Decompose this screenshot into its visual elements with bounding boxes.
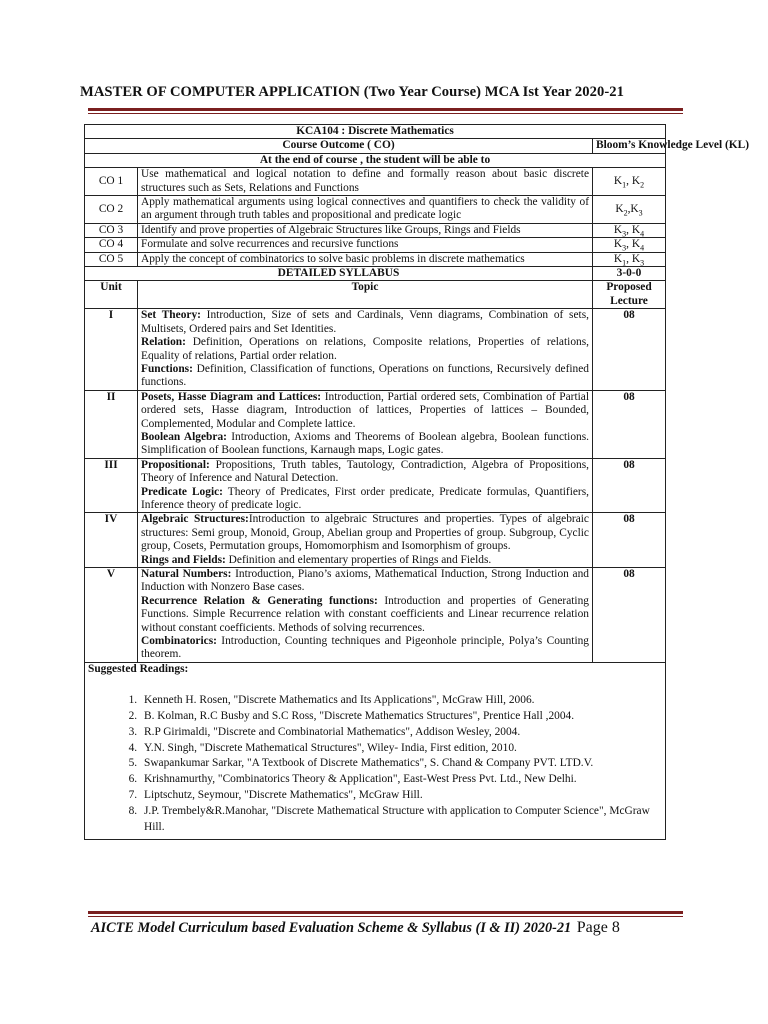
column-unit: Unit xyxy=(85,281,138,309)
unit-topics xyxy=(138,309,593,390)
topic-text: Introduction to algebraic Structures and properties. Types of algebraic structures: Semi group, Monoid, Group, Abelian group and Properties of group. Subgroup, Cyclic group, Cosets, Permutation groups, Homomorphism and Isomorphism of groups. xyxy=(141,513,589,553)
co-row xyxy=(85,252,666,266)
topic-block xyxy=(141,595,589,635)
topic-heading: Recurrence Relation & Generating functions: xyxy=(141,594,378,607)
topic-heading: Natural Numbers: xyxy=(141,568,232,580)
topic-heading: Rings and Fields: xyxy=(141,553,226,566)
topic-heading: Algebraic Structures: xyxy=(141,513,249,526)
reading-item: 6. Krishnamurthy, "Combinatorics Theory & Application", East-West Press Pvt. Ltd., New Delhi. xyxy=(140,772,662,788)
topic-heading: Relation: xyxy=(141,336,186,349)
co-knowledge-level: $K_3$, $K_4$ xyxy=(593,238,666,252)
topic-text: Theory of Predicates, First order predicate, Predicate formulas, Quantifiers, Inference theory of predicate logic. xyxy=(141,485,589,511)
topic-heading: Predicate Logic: xyxy=(141,485,223,498)
topic-block xyxy=(141,431,589,458)
unit-lectures: 08 xyxy=(593,568,666,663)
course-code-title: KCA104 : Discrete Mathematics xyxy=(85,125,666,139)
co-row xyxy=(85,238,666,252)
syllabus-table-body xyxy=(85,125,750,840)
co-id: CO 5 xyxy=(85,252,138,266)
reading-item: 5. Swapankumar Sarkar, "A Textbook of Discrete Mathematics", S. Chand & Company PVT. LTD.V. xyxy=(140,756,662,772)
topic-block xyxy=(141,336,589,363)
detailed-syllabus-title: DETAILED SYLLABUS xyxy=(85,267,593,281)
unit-topics xyxy=(138,390,593,458)
topic-text: Introduction, Size of sets and Cardinals, Venn diagrams, Combination of sets, Multisets, Ordered pairs and Set Identities. xyxy=(141,309,589,335)
unit-lectures: 08 xyxy=(593,390,666,458)
ltp-value: 3-0-0 xyxy=(593,267,666,281)
column-topic: Topic xyxy=(138,281,593,309)
reading-item: 1. Kenneth H. Rosen, "Discrete Mathematics and Its Applications", McGraw Hill, 2006. xyxy=(140,693,662,709)
topic-block xyxy=(141,309,589,336)
readings-title: Suggested Readings: xyxy=(88,662,189,675)
co-id: CO 2 xyxy=(85,196,138,224)
co-description: Use mathematical and logical notation to define and formally reason about basic discrete structures such as Sets, Relations and Functions xyxy=(138,168,593,196)
page-number: Page 8 xyxy=(576,919,620,936)
co-row xyxy=(85,168,666,196)
topic-heading: Posets, Hasse Diagram and Lattices: xyxy=(141,390,322,403)
topic-heading: Boolean Algebra: xyxy=(141,430,227,443)
reading-item: 2. B. Kolman, R.C Busby and S.C Ross, "Discrete Mathematics Structures", Prentice Hall ,2004. xyxy=(140,709,662,725)
unit-lectures: 08 xyxy=(593,513,666,568)
topic-text: Propositions, Truth tables, Tautology, Contradiction, Algebra of Propositions, Theory of Inference and Natural Detection. xyxy=(141,458,589,485)
topic-text: Definition and elementary properties of Rings and Fields. xyxy=(225,553,492,566)
co-description: Formulate and solve recurrences and recursive functions xyxy=(138,238,593,252)
co-knowledge-level: $K_3$, $K_4$ xyxy=(593,223,666,237)
topic-block xyxy=(141,635,589,662)
co-knowledge-level: $K_1$, $K_3$ xyxy=(593,252,666,266)
document-header-title: MASTER OF COMPUTER APPLICATION (Two Year Course) MCA Ist Year 2020-21 xyxy=(80,84,624,100)
topic-heading: Set Theory: xyxy=(141,309,201,322)
reading-item: 7. Liptschutz, Seymour, "Discrete Mathematics", McGraw Hill. xyxy=(140,788,662,804)
unit-row xyxy=(85,390,666,458)
topic-text: Introduction, Axioms and Theorems of Boolean algebra, Boolean functions. Simplification of Boolean functions, Karnaugh maps, Logic gates. xyxy=(141,430,589,457)
footer xyxy=(91,919,620,937)
syllabus-column-header-row xyxy=(85,281,666,309)
unit-lectures: 08 xyxy=(593,309,666,390)
co-id: CO 1 xyxy=(85,168,138,196)
header-rule-thick xyxy=(88,108,683,111)
unit-row xyxy=(85,568,666,663)
co-intro: At the end of course , the student will be able to xyxy=(85,153,666,167)
unit-number: I xyxy=(85,309,138,390)
readings-row xyxy=(85,662,666,840)
topic-block xyxy=(141,486,589,513)
unit-topics xyxy=(138,513,593,568)
unit-row xyxy=(85,309,666,390)
unit-topics xyxy=(138,568,593,663)
readings-list xyxy=(88,693,662,835)
co-description: Apply the concept of combinatorics to solve basic problems in discrete mathematics xyxy=(138,252,593,266)
topic-block xyxy=(141,459,589,486)
co-description: Identify and prove properties of Algebraic Structures like Groups, Rings and Fields xyxy=(138,223,593,237)
unit-topics xyxy=(138,458,593,513)
unit-number: V xyxy=(85,568,138,663)
footer-rule-thick xyxy=(88,911,683,914)
unit-row xyxy=(85,513,666,568)
unit-number: III xyxy=(85,458,138,513)
co-description: Apply mathematical arguments using logical connectives and quantifiers to check the validity of an argument through truth tables and propositional and predicate logic xyxy=(138,196,593,224)
co-header-row xyxy=(85,139,666,153)
footer-rule-thin xyxy=(88,916,683,917)
topic-block xyxy=(141,363,589,390)
topic-heading: Functions: xyxy=(141,362,193,375)
reading-item: 4. Y.N. Singh, "Discrete Mathematical Structures", Wiley- India, First edition, 2010. xyxy=(140,741,662,757)
footer-title: AICTE Model Curriculum based Evaluation Scheme & Syllabus (I & II) 2020-21 xyxy=(91,920,572,936)
topic-text: Definition, Operations on relations, Composite relations, Properties of relations, Equality of relations, Partial order relation. xyxy=(141,336,589,362)
course-title-row xyxy=(85,125,666,139)
co-knowledge-level: $K_1$, $K_2$ xyxy=(593,168,666,196)
kl-header: Bloom’s Knowledge Level (KL) xyxy=(593,139,666,153)
suggested-readings xyxy=(85,662,666,840)
header-rule-thin xyxy=(88,113,683,114)
unit-number: II xyxy=(85,390,138,458)
topic-heading: Combinatorics: xyxy=(141,635,217,648)
topic-text: Definition, Classification of functions, Operations on functions, Recursively defined functions. xyxy=(141,362,589,389)
co-id: CO 3 xyxy=(85,223,138,237)
co-row xyxy=(85,223,666,237)
unit-number: IV xyxy=(85,513,138,568)
reading-item: 3. R.P Girimaldi, "Discrete and Combinatorial Mathematics", Addison Wesley, 2004. xyxy=(140,725,662,741)
reading-item: 8. J.P. Trembely&R.Manohar, "Discrete Mathematical Structure with application to Computer Science", McGraw Hill. xyxy=(140,804,662,836)
topic-block xyxy=(141,513,589,553)
column-proposed-lecture: Proposed Lecture xyxy=(593,281,666,309)
co-header: Course Outcome ( CO) xyxy=(85,139,593,153)
topic-block xyxy=(141,391,589,431)
syllabus-title-row xyxy=(85,267,666,281)
topic-text: Introduction, Partial ordered sets, Combination of Partial ordered sets, Hasse diagram, Introduction of lattices, Properties of lattices – Bounded, Complemented, Modular and Complete lattice. xyxy=(141,390,589,430)
co-id: CO 4 xyxy=(85,238,138,252)
unit-lectures: 08 xyxy=(593,458,666,513)
unit-row xyxy=(85,458,666,513)
syllabus-table xyxy=(84,124,750,840)
co-row xyxy=(85,196,666,224)
topic-text: Introduction, Counting techniques and Pigeonhole principle, Polya’s Counting theorem. xyxy=(141,635,589,661)
topic-heading: Propositional: xyxy=(141,458,210,471)
topic-block xyxy=(141,554,589,567)
topic-text: Introduction, Piano’s axioms, Mathematical Induction, Strong Induction and Induction with Nonzero Base cases. xyxy=(141,568,589,594)
topic-block xyxy=(141,568,589,595)
co-knowledge-level: $K_2,K_3$ xyxy=(593,196,666,224)
co-intro-row xyxy=(85,153,666,167)
topic-text: Introduction and properties of Generating Functions. Simple Recurrence relation with constant coefficients and Linear recurrence relation without constant coefficients. Methods of solving recurrences. xyxy=(141,594,589,634)
